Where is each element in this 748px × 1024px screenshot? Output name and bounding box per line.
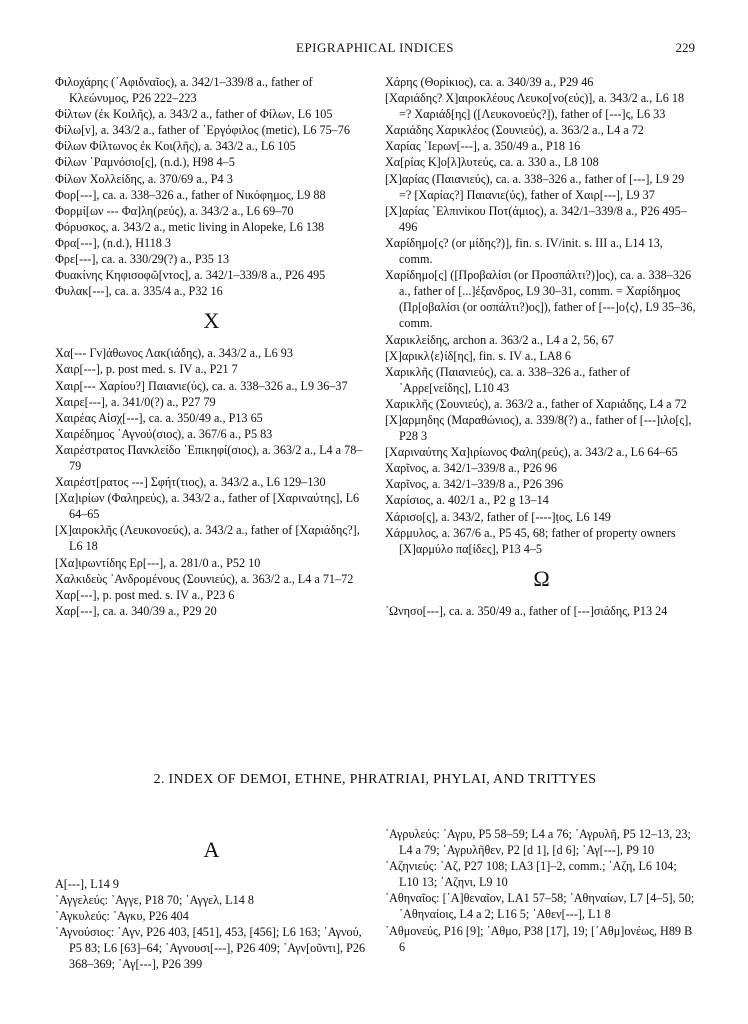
index-entry: Φρε[---], ca. a. 330/29(?) a., P35 13	[55, 252, 230, 267]
index-entry: ᾿Αγγελεύς: ᾿Αγγε, P18 70; ᾿Αγγελ, L14 8	[55, 893, 254, 908]
index-entry: Φίλων Φίλτωνος ἐκ Κοι(λῆς), a. 343/2 a., L6 105	[55, 139, 296, 154]
index-column-right	[385, 74, 698, 619]
letter-heading-chi: Χ	[203, 308, 220, 334]
index-entry: Χαρικλείδης, archon a. 363/2 a., L4 a 2, 56, 67	[385, 332, 614, 347]
index-entry: Χαρίδημο[ς? (or μίδης?)], fin. s. IV/init. s. III a., L14 13, comm.	[385, 235, 663, 267]
index-entry: Χαρίδημο[ς] ([Προβαλίσι (or Προσπάλτι?)]ος), ca. a. 338–326 a., father of [...]έξανδρος, L9 30–31, comm. = Χαρίδημος (Πρ[οβαλίσι (or οσπάλτι?)ος]), father of [---]ο⟨ς⟩, L9 35–36, comm.	[385, 268, 696, 331]
index-entry: Χαρικλῆς (Σουνιεύς), a. 363/2 a., father of Χαριάδης, L4 a 72	[385, 396, 687, 411]
index-entry: Χαιρέστρατος Πανκλείδο ᾿Επικηφί(σιος), a. 363/2 a., L4 a 78–79	[55, 442, 363, 473]
index-entry: Χάρμυλος, a. 367/6 a., P5 45, 68; father of property owners [Χ]αρμύλο πα[ίδες], P13 4–5	[385, 525, 676, 556]
index-entry: Φόρυσκος, a. 343/2 a., metic living in Alopeke, L6 138	[55, 219, 325, 234]
index-entry: Φορμί[ων --- Φα]λη(ρεύς), a. 343/2 a., L6 69–70	[55, 203, 294, 218]
index-entry: Χαριάδης Χαρικλέος (Σουνιεύς), a. 363/2 a., L4 a 72	[385, 123, 644, 138]
letter-heading-omega: Ω	[533, 565, 550, 591]
index-entry: Χα[--- Γν]άθωνος Λακ(ιάδης), a. 343/2 a., L6 93	[55, 346, 293, 361]
index-entry: Χαρ[---], p. post med. s. IV a., P23 6	[55, 587, 235, 602]
index-entry: Φορ[---], ca. a. 338–326 a., father of Νικόφημος, L9 88	[55, 187, 326, 202]
index-entry: [Χ]αρίας ᾿Ελπινίκου Ποτ(άμιος), a. 342/1–339/8 a., P26 495–496	[385, 203, 687, 234]
index-entry: ᾿Αζηνιεύς: ᾿Αζ, P27 108; LA3 [1]–2, comm.; ᾿Αζη, L6 104; L10 13; ᾿Αζηνι, L9 10	[385, 859, 677, 890]
index-entry: [Χαριναύτης Χα]ιρίωνος Φαλη(ρεύς), a. 343/2 a., L6 64–65	[385, 445, 678, 460]
index-entry: Χαιρέστ[ρατος ---] Σφήτ(τιος), a. 343/2 a., L6 129–130	[55, 475, 326, 490]
index-entry: Χαιρε[---], a. 341/0(?) a., P27 79	[55, 394, 216, 409]
index-entry: ᾿Αθμονεύς, P16 [9]; ᾿Αθμο, P38 [17], 19; [᾿Αθμ]ονέως, H89 B 6	[385, 923, 693, 954]
index-entry: Χαρῖνος, a. 342/1–339/8 a., P26 96	[385, 461, 557, 476]
letter-heading-alpha: A	[203, 837, 220, 862]
index-entry: [Χαριάδης? Χ]αιροκλέους Λευκο[νο(εύς)], a. 343/2 a., L6 18 =? Χαριάδ[ης] ([Λευκονοεύς?]), father of [---]ς, L6 33	[385, 91, 685, 122]
index-entry: Φυλακ[---], ca. a. 335/4 a., P32 16	[55, 284, 223, 299]
running-head	[55, 40, 695, 60]
entry-list-chi	[55, 345, 368, 619]
index-entry: Α[---], L14 9	[55, 877, 119, 891]
index-entry: [Χα]ιρίων (Φαληρεύς), a. 343/2 a., father of [Χαριναύτης], L6 64–65	[55, 491, 360, 522]
index-entry: [Χ]αιροκλῆς (Λευκονοεύς), a. 343/2 a., father of [Χαριάδης?], L6 18	[55, 523, 360, 554]
demoi-column-left	[55, 838, 368, 973]
index-entry: [Χ]αρμηδης (Μαραθώνιος), a. 339/8(?) a., father of [---]ιλο[ς], P28 3	[385, 412, 692, 444]
index-entry: Φίλων Χολλείδης, a. 370/69 a., P4 3	[55, 171, 233, 186]
index-entry: Χα[ρίας Κ]ο[λ]λυτεύς, ca. a. 330 a., L8 108	[385, 155, 599, 170]
index-entry: Χαρῖνος, a. 342/1–339/8 a., P26 396	[385, 477, 564, 492]
index-entry: Χαλκιδεὺς ᾿Ανδρομένους (Σουνιεύς), a. 363/2 a., L4 a 71–72	[55, 571, 354, 586]
running-head-title: EPIGRAPHICAL INDICES	[296, 40, 454, 55]
index-entry: Χαιρ[---], p. post med. s. IV a., P21 7	[55, 362, 238, 377]
index-entry: Χαρ[---], ca. a. 340/39 a., P29 20	[55, 603, 217, 618]
index-entry: [Χ]αρικλ⟨ε⟩ίδ[ης], fin. s. IV a., LA8 6	[385, 348, 571, 363]
index-entry: Χαιρέας Αἰσχ[---], ca. a. 350/49 a., P13 65	[55, 410, 263, 425]
index-entry: [Χα]ιρωντίδης Ερ[---], a. 281/0 a., P52 10	[55, 555, 261, 570]
index-entry: Χάρισο[ς], a. 343/2, father of [----]ṭος, L6 149	[385, 509, 611, 524]
index-entry: ᾿Αθηναῖος: [᾿Α]θεναῖον, LA1 57–58; ᾿Αθηναίων, L7 [4–5], 50; ᾿Αθηναίοις, L4 a 2; L16 5; ᾿Αθεν[---], L1 8	[385, 891, 695, 922]
entry-list-phi	[55, 74, 368, 299]
index-entry: Χαρίσιος, a. 402/1 a., P2 g 13–14	[385, 493, 549, 508]
index-entry: ᾿Αγκυλεύς: ᾿Αγκυ, P26 404	[55, 909, 189, 924]
index-entry: Χαιρ[--- Χαρίου?] Παιανιε(ύς), ca. a. 338–326 a., L9 36–37	[55, 378, 348, 393]
index-entry: Φρα[---], (n.d.), H118 3	[55, 235, 172, 250]
index-entry: Φίλω[ν], a. 343/2 a., father of ᾿Εργόφιλος (metic), L6 75–76	[55, 123, 350, 138]
index-entry: ᾿Αγρυλεύς: ᾿Αγρυ, P5 58–59; L4 a 76; ᾿Αγρυλῆ, P5 12–13, 23; L4 a 79; ᾿Αγρυλῆθεν, P2 [d 1], [d 6]; ᾿Αγ[---], P9 10	[385, 827, 691, 858]
index-entry: Φιλοχάρης (᾿Αφιδναῖος), a. 342/1–339/8 a., father of Κλεώνυμος, P26 222–223	[55, 75, 313, 106]
entry-list-omega	[385, 603, 698, 619]
index-column-left	[55, 74, 368, 619]
index-entry: Φίλτων (ἐκ Κοιλῆς), a. 343/2 a., father of Φίλων, L6 105	[55, 107, 333, 122]
index-entry: Φυακίνης Κηφισοφῶ[ντος], a. 342/1–339/8 a., P26 495	[55, 268, 326, 283]
page-number: 229	[675, 40, 695, 55]
index-entry: Χαιρέδημος ᾿Αγνού(σιος), a. 367/6 a., P5 83	[55, 426, 273, 441]
index-entry: [Χ]αρίας (Παιανιεύς), ca. a. 338–326 a., father of [---], L9 29 =? [Χαρίας?] Παιανιε(ύς), father of Χαιρ[---], L9 37	[385, 171, 685, 202]
section-heading: 2. INDEX OF DEMOI, ETHNE, PHRATRIAI, PHYLAI, AND TRITTYES	[153, 772, 597, 787]
index-entry: Φίλων ῾Ραμνόσιο[ς], (n.d.), H98 4–5	[55, 155, 235, 170]
index-entry: Χάρης (Θορίκιος), ca. a. 340/39 a., P29 46	[385, 75, 594, 89]
index-entry: ῾Αγνούσιος: ῾Αγν, P26 403, [451], 453, [456]; L6 163; ῾Αγνού, P5 83; L6 [63]–64; ῾Αγνουσι[---], P26 409; ῾Αγν[οῦντι], P26 368–369; ῾Αγ[---], P26 399	[55, 925, 366, 972]
index-entry: Χαρίας ῾Ιερων[---], a. 350/49 a., P18 16	[385, 139, 581, 154]
index-entry: Χαρικλῆς (Παιανιεύς), ca. a. 338–326 a., father of ᾿Αρρε[νείδης], L10 43	[385, 364, 630, 395]
entry-list-chi-continued	[385, 74, 698, 557]
index-entry: ᾿Ωνησο[---], ca. a. 350/49 a., father of [---]σιάδης, P13 24	[385, 603, 668, 618]
demoi-column-right	[385, 826, 698, 955]
